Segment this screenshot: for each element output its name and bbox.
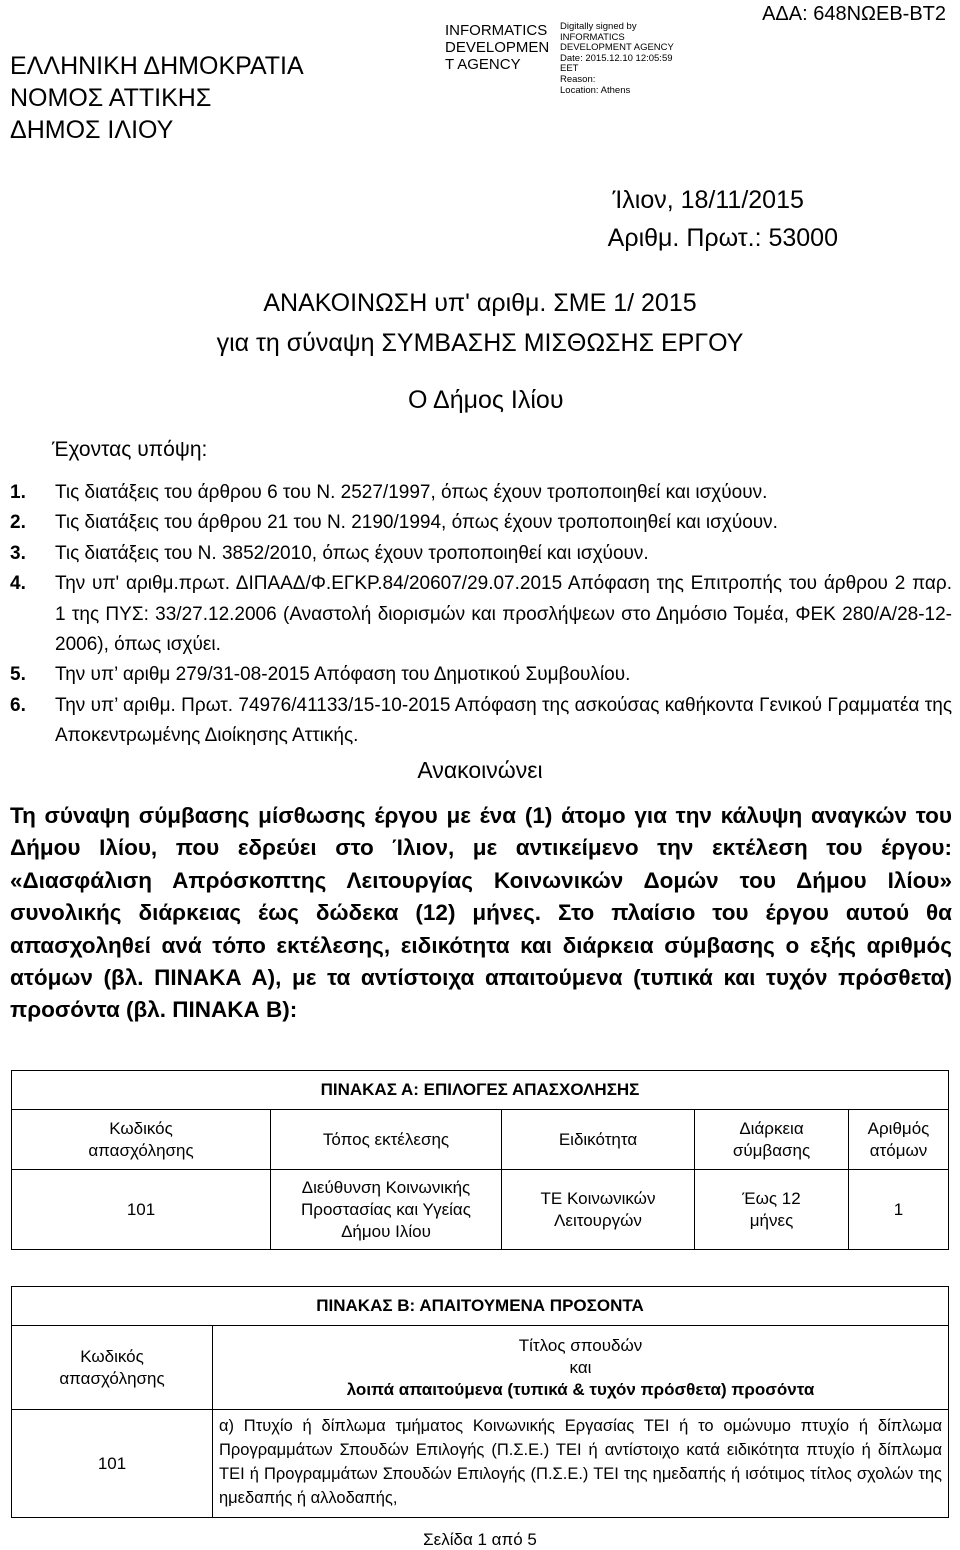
clause-text: Την υπ’ αριθμ. Πρωτ. 74976/41133/15-10-2015 Απόφαση της ασκούσας καθήκοντα Γενικού Γραμματέα της Αποκεντρωμένης Διοίκησης Αττικής. bbox=[55, 694, 952, 747]
clause-item bbox=[10, 691, 952, 752]
clause-number: 2. bbox=[10, 512, 26, 534]
cell-text: Διεύθυνση Κοινωνικής bbox=[301, 1177, 471, 1197]
header-text: Τόπος εκτέλεσης bbox=[322, 1129, 450, 1149]
clause-item bbox=[10, 508, 952, 538]
signature-detail-line: EET bbox=[560, 63, 579, 75]
header-text: Κωδικός bbox=[80, 1346, 144, 1366]
announces-heading: Ανακοινώνει bbox=[417, 757, 543, 783]
having-regard-heading: Έχοντας υπόψη: bbox=[52, 438, 208, 461]
cell-text: Προστασίας και Υγείας bbox=[301, 1199, 471, 1219]
clause-item bbox=[10, 539, 952, 569]
signature-org-line: T AGENCY bbox=[445, 56, 521, 73]
header-text: και bbox=[569, 1357, 592, 1377]
header-text: Κωδικός bbox=[109, 1118, 173, 1138]
cell-text: ΤΕ Κοινωνικών bbox=[540, 1188, 656, 1208]
clause-number: 4. bbox=[10, 573, 26, 595]
table-caption-row bbox=[12, 1287, 949, 1326]
header-text: Αριθμός bbox=[867, 1118, 930, 1138]
cell-text: Λειτουργών bbox=[554, 1210, 642, 1230]
cell-specialty bbox=[502, 1170, 695, 1250]
table-header-row bbox=[12, 1326, 949, 1410]
header-qualifications bbox=[213, 1326, 949, 1410]
cell-text: Έως 12 bbox=[742, 1188, 801, 1208]
page-number: Σελίδα 1 από 5 bbox=[423, 1530, 537, 1549]
signature-detail-line: Location: Athens bbox=[560, 84, 631, 96]
clause-text: Την υπ’ αριθμ 279/31-08-2015 Απόφαση του Δημοτικού Συμβουλίου. bbox=[55, 664, 631, 686]
municipality-heading: Ο Δήμος Ιλίου bbox=[408, 386, 564, 414]
header-text: Ειδικότητα bbox=[558, 1129, 638, 1149]
cell-place bbox=[271, 1170, 502, 1250]
issuer-line: ΔΗΜΟΣ ΙΛΙΟΥ bbox=[10, 116, 174, 144]
issuer-line: ΝΟΜΟΣ ΑΤΤΙΚΗΣ bbox=[10, 84, 212, 112]
cell-code: 101 bbox=[12, 1170, 271, 1250]
clause-number: 5. bbox=[10, 664, 26, 686]
document-title bbox=[0, 283, 960, 363]
cell-text: Δήμου Ιλίου bbox=[341, 1221, 431, 1241]
announcement-body: Τη σύναψη σύμβασης μίσθωσης έργου με ένα (1) άτομο για την κάλυψη αναγκών του Δήμου Ιλίου, που εδρεύει στο Ίλιον, με αντικείμενο την εκτέλεση του έργου: «Διασφάλιση Απρόσκοπτης Λειτουργίας Κοινωνικών Δομών του Δήμου Ιλίου» συνολικής διάρκειας έως δώδεκα (12) μήνες. Στο πλαίσιο του έργου αυτού θα απασχοληθεί ανά τόπο εκτέλεσης, ειδικότητα και διάρκεια σύμβασης ο εξής αριθμός ατόμων (βλ. ΠΙΝΑΚΑ Α), με τα αντίστοιχα απαιτούμενα (τυπικά και τυχόν πρόσθετα) προσόντα (βλ. ΠΙΝΑΚΑ Β): bbox=[10, 803, 952, 1023]
header-code bbox=[12, 1110, 271, 1170]
clauses-list bbox=[10, 478, 952, 752]
table-a bbox=[11, 1070, 949, 1250]
header-text: απασχόλησης bbox=[59, 1368, 165, 1388]
table-header-row bbox=[12, 1110, 949, 1170]
table-row bbox=[12, 1410, 949, 1518]
clause-item bbox=[10, 478, 952, 508]
signature-detail-line: Digitally signed by bbox=[560, 21, 637, 32]
issuer-block bbox=[10, 50, 304, 146]
document-date: Ίλιον, 18/11/2015 bbox=[612, 186, 804, 214]
table-caption-row bbox=[12, 1071, 949, 1110]
clause-item bbox=[10, 569, 952, 660]
title-line: για τη σύναψη ΣΥΜΒΑΣΗΣ ΜΙΣΘΩΣΗΣ ΕΡΓΟΥ bbox=[216, 329, 744, 357]
header-text: σύμβασης bbox=[732, 1140, 811, 1160]
clause-text: Τις διατάξεις του άρθρου 21 του Ν. 2190/1994, όπως έχουν τροποποιηθεί και ισχύουν. bbox=[55, 512, 778, 534]
protocol-number: Αριθμ. Πρωτ.: 53000 bbox=[607, 224, 838, 252]
header-text: λοιπά απαιτούμενα (τυπικά & τυχόν πρόσθετα) προσόντα bbox=[346, 1379, 815, 1399]
cell-count: 1 bbox=[849, 1170, 949, 1250]
clause-number: 6. bbox=[10, 694, 26, 716]
clause-text: Τις διατάξεις του άρθρου 6 του Ν. 2527/1997, όπως έχουν τροποποιηθεί και ισχύουν. bbox=[55, 482, 768, 503]
ada-code: ΑΔΑ: 648ΝΩΕΒ-ΒΤ2 bbox=[762, 3, 946, 25]
header-place bbox=[271, 1110, 502, 1170]
signature-org-line: DEVELOPMEN bbox=[445, 39, 550, 56]
header-duration bbox=[695, 1110, 849, 1170]
clause-number: 1. bbox=[10, 482, 26, 503]
table-b-caption: ΠΙΝΑΚΑΣ Β: ΑΠΑΙΤΟΥΜΕΝΑ ΠΡΟΣΟΝΤΑ bbox=[12, 1287, 949, 1326]
title-line: ΑΝΑΚΟΙΝΩΣΗ υπ' αριθμ. ΣΜΕ 1/ 2015 bbox=[263, 289, 697, 317]
clause-number: 3. bbox=[10, 542, 26, 564]
cell-qualifications: α) Πτυχίο ή δίπλωμα τμήματος Κοινωνικής Εργασίας ΤΕΙ ή το ομώνυμο πτυχίο ή δίπλωμα Προγραμμάτων Σπουδών Επιλογής (Π.Σ.Ε.) ΤΕΙ ή αντίστοιχο κατά ειδικότητα πτυχίο ή δίπλωμα ΤΕΙ ή Προγραμμάτων Σπουδών Επιλογής (Π.Σ.Ε.) ΤΕΙ της ημεδαπής ή ισότιμος τίτλος σχολών της ημεδαπής ή αλλοδαπής, bbox=[213, 1410, 949, 1518]
table-row bbox=[12, 1170, 949, 1250]
clause-text: Την υπ' αριθμ.πρωτ. ΔΙΠΑΑΔ/Φ.ΕΓΚΡ.84/20607/29.07.2015 Απόφαση της Επιτροπής του άρθρου 2 παρ. 1 της ΠΥΣ: 33/27.12.2006 (Αναστολή διορισμών και προσλήψεων στο Δημόσιο Τομέα, ΦΕΚ 280/Α/28-12-2006), όπως ισχύει. bbox=[55, 573, 952, 656]
signature-detail-line: DEVELOPMENT AGENCY bbox=[560, 42, 674, 54]
date-protocol-block bbox=[608, 181, 838, 257]
signature-detail-line: Date: 2015.12.10 12:05:59 bbox=[560, 52, 673, 64]
signature-detail-line: INFORMATICS bbox=[560, 31, 625, 43]
cell-duration bbox=[695, 1170, 849, 1250]
signature-detail-line: Reason: bbox=[560, 73, 596, 85]
table-a-caption: ΠΙΝΑΚΑΣ Α: ΕΠΙΛΟΓΕΣ ΑΠΑΣΧΟΛΗΣΗΣ bbox=[12, 1071, 949, 1110]
signature-org-line: INFORMATICS bbox=[445, 22, 548, 39]
header-text: ατόμων bbox=[869, 1140, 928, 1160]
issuer-line: ΕΛΛΗΝΙΚΗ ΔΗΜΟΚΡΑΤΙΑ bbox=[10, 52, 304, 80]
header-code bbox=[12, 1326, 213, 1410]
cell-text: μήνες bbox=[749, 1210, 794, 1230]
header-text: απασχόλησης bbox=[88, 1140, 194, 1160]
table-b bbox=[11, 1286, 949, 1518]
header-specialty bbox=[502, 1110, 695, 1170]
clause-text: Τις διατάξεις του Ν. 3852/2010, όπως έχουν τροποποιηθεί και ισχύουν. bbox=[55, 542, 649, 564]
header-text: Διάρκεια bbox=[739, 1118, 804, 1138]
clause-item bbox=[10, 660, 952, 690]
cell-code: 101 bbox=[12, 1410, 213, 1518]
signature-details bbox=[560, 22, 674, 96]
header-count bbox=[849, 1110, 949, 1170]
header-text: Τίτλος σπουδών bbox=[518, 1335, 643, 1355]
signature-org bbox=[445, 22, 549, 73]
